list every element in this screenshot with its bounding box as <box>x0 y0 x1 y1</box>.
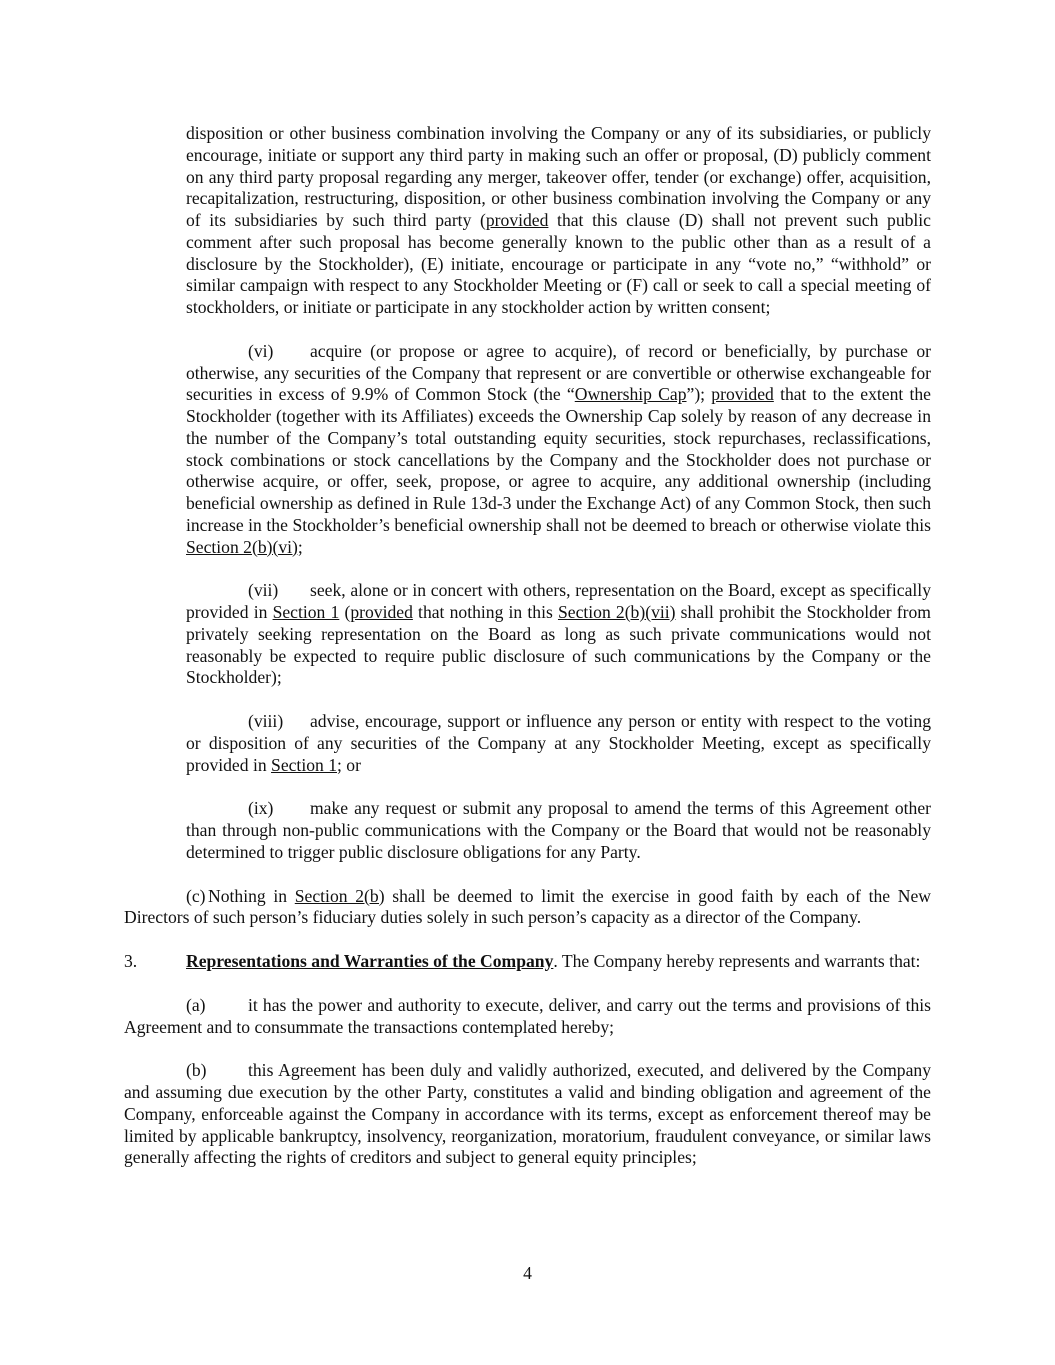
text-segment: that this clause (D) shall not prevent such public comment after such proposal has become generally known to the public other than as a result of a disclosure by the Stockholder), (E) initiate, encourage or participate in any “vote no,” “withhold” or similar campaign with respect to any Stockholder Meeting or (F) call or seek to call a special meeting of stockholders, or initiate or participate in any stockholder action by written consent; <box>186 210 931 317</box>
section-heading: Representations and Warranties of the Company <box>186 951 554 971</box>
paragraph <box>124 951 931 973</box>
paragraph-label: (b) <box>186 1060 207 1081</box>
text-segment: this Agreement has been duly and validly authorized, executed, and delivered by the Company and assuming due execution by the other Party, constitutes a valid and binding obligation and agreement of the Company, enforceable against the Company in accordance with its terms, except as enforcement thereof may be limited by applicable bankruptcy, insolvency, reorganization, moratorium, fraudulent conveyance, or similar laws generally affecting the rights of creditors and subject to general equity principles; <box>124 1060 931 1168</box>
text-segment: advise, encourage, support or influence any person or entity with respect to the voting or disposition of any securities of the Company at any Stockholder Meeting, except as specifically provided in <box>186 711 931 775</box>
text-segment: shall be deemed to limit the exercise in good faith by each of the New Directors of such person’s fiduciary duties solely in such person’s capacity as a director of the Company. <box>124 885 931 928</box>
page-number: 4 <box>523 1263 532 1283</box>
paragraph-label: (vii) <box>248 580 279 601</box>
defined-term: Section 1 <box>272 602 340 622</box>
text-segment: seek, alone or in concert with others, representation on the Board, except as specifically provided in <box>186 580 931 622</box>
document-body <box>124 123 931 1191</box>
paragraph-label: 3. <box>124 951 138 971</box>
paragraph-label: (viii) <box>248 711 284 731</box>
text-segment: ; or <box>337 754 361 775</box>
paragraph <box>186 341 931 559</box>
text-segment: make any request or submit any proposal to amend the terms of this Agreement other than through non-public communications with the Company or the Board that would not be reasonably determined to trigger public disclosure obligations for any Party. <box>186 798 931 862</box>
text-segment: that nothing in this <box>412 602 558 622</box>
text-segment: Nothing in <box>208 885 295 906</box>
defined-term: Section 2(b)(vii) <box>557 602 676 622</box>
text-segment: shall prohibit the Stockholder from privately seeking representation on the Board as long as such private communications would not reasonably be expected to require public disclosure of such communications by the Company or the Stockholder); <box>186 602 931 688</box>
defined-term: Ownership Cap <box>574 384 687 405</box>
defined-term: Section 2(b)(vi) <box>186 536 298 557</box>
paragraph-label: (c) <box>186 885 206 906</box>
text-segment: acquire (or propose or agree to acquire), of record or beneficially, by purchase or otherwise, any securities of the Company that represent or are convertible or otherwise exchangeable for securities in excess of 9.9% of Common Stock (the “ <box>186 340 931 405</box>
paragraph <box>186 711 931 776</box>
defined-term: provided <box>485 210 549 230</box>
defined-term: provided <box>350 602 413 622</box>
text-segment: that to the extent the Stockholder (together with its Affiliates) exceeds the Ownership Cap solely by reason of any decrease in the number of the Company’s total outstanding equity securities, stock repurchases, reclassifications, stock combinations or stock cancellations by the Company and the Stockholder does not purchase or otherwise acquire, or offer, seek, propose, or agree to acquire, any additional ownership (including beneficial ownership as defined in Rule 13d-3 under the Exchange Act) of any Common Stock, then such increase in the Stockholder’s beneficial ownership shall not be deemed to breach or otherwise violate this <box>186 384 931 535</box>
defined-term: Section 2(b) <box>294 885 385 906</box>
paragraph <box>124 886 931 930</box>
text-segment: it has the power and authority to execute, deliver, and carry out the terms and provisions of this Agreement and to consummate the transactions contemplated hereby; <box>124 994 931 1037</box>
paragraph <box>124 1060 931 1169</box>
text-segment: ; <box>297 536 303 557</box>
paragraph <box>186 580 931 689</box>
defined-term: provided <box>711 384 774 405</box>
paragraph <box>124 995 931 1039</box>
paragraph-label: (vi) <box>248 340 274 361</box>
text-segment: . The Company hereby represents and warrants that: <box>553 951 921 971</box>
text-segment: disposition or other business combination involving the Company or any of its subsidiaries, or publicly encourage, initiate or support any third party in making such an offer or proposal, (D) publicly comment on any third party proposal regarding any merger, takeover offer, tender (or exchange) offer, acquisition, recapitalization, restructuring, disposition, or other business combination involving the Company or any of its subsidiaries by such third party ( <box>186 123 931 230</box>
paragraph <box>186 123 931 319</box>
text-segment: ( <box>339 602 351 622</box>
paragraph-label: (ix) <box>248 798 274 819</box>
paragraph-label: (a) <box>186 994 206 1015</box>
text-segment: ”); <box>686 384 712 405</box>
paragraph <box>186 798 931 863</box>
defined-term: Section 1 <box>271 754 337 775</box>
